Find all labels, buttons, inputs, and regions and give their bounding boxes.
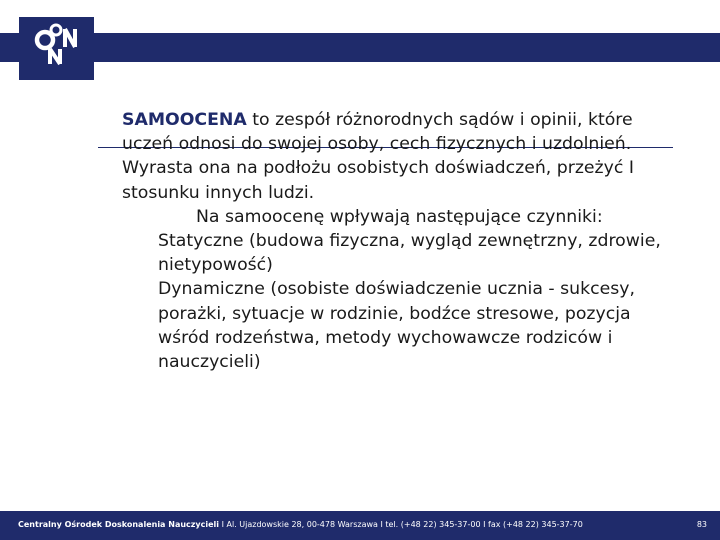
footer-separator: I bbox=[380, 520, 383, 529]
factor-item: Statyczne (budowa fizyczna, wygląd zewnętrzny, zdrowie, nietypowość) bbox=[158, 231, 661, 276]
footer-organization: Centralny Ośrodek Doskonalenia Nauczycieli bbox=[18, 520, 220, 529]
definition-text: to zespół różnorodnych sądów i opinii, które uczeń odnosi do swojej osoby, cech fizycznych i uzdolnień. Wyrasta ona na podłożu osobistych doświadczeń, przeżyć I stosunku innych ludzi. bbox=[122, 110, 634, 203]
footer-address: Al. Ujazdowskie 28, 00-478 Warszawa bbox=[226, 520, 378, 529]
page-number: 83 bbox=[696, 520, 707, 529]
footer-separator: I bbox=[483, 520, 486, 529]
factor-item: Dynamiczne (osobiste doświadczenie ucznia - sukcesy, porażki, sytuacje w rodzinie, bodźce stresowe, pozycja wśród rodzeństwa, metody wychowawcze rodziców i nauczycieli) bbox=[158, 279, 635, 373]
header-band bbox=[0, 33, 720, 62]
factors-intro: Na samoocenę wpływają następujące czynniki: bbox=[196, 206, 603, 227]
term: SAMOOCENA bbox=[122, 110, 247, 130]
footer-contact bbox=[18, 520, 583, 529]
slide-content bbox=[122, 108, 682, 374]
footer-separator: I bbox=[221, 520, 224, 529]
footer-fax: fax (+48 22) 345-37-70 bbox=[488, 520, 583, 529]
footer-phone: tel. (+48 22) 345-37-00 bbox=[385, 520, 481, 529]
footer bbox=[0, 511, 720, 540]
codn-logo-icon bbox=[19, 17, 94, 80]
logo bbox=[19, 17, 94, 80]
definition-paragraph bbox=[122, 108, 682, 205]
